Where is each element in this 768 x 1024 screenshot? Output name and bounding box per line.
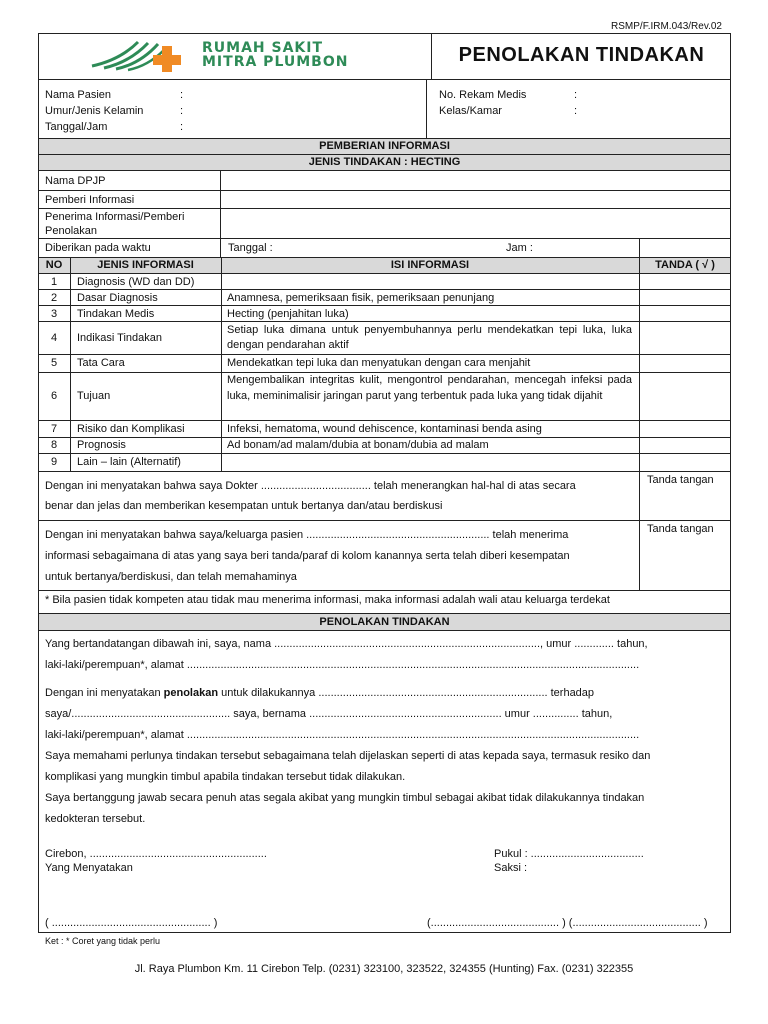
divider	[38, 590, 731, 591]
divider	[38, 273, 731, 274]
pemberi-informasi-label: Pemberi Informasi	[45, 194, 135, 206]
row-jenis: Indikasi Tindakan	[77, 332, 162, 344]
divider	[426, 79, 427, 138]
row-jenis: Prognosis	[77, 439, 126, 451]
divider	[70, 257, 71, 471]
penolakan-keyword: penolakan	[163, 687, 219, 699]
penolakan-p4-line1: Saya bertanggung jawab secara penuh atas segala akibat yang mungkin timbul sebagai akibat tidak dilakukannya tindakan	[45, 792, 645, 804]
umur-label: Umur/Jenis Kelamin	[45, 105, 144, 117]
penolakan-p3-line1: Saya memahami perlunya tindakan tersebut sebagaimana telah dijelaskan seperti di atas kepada saya, termasuk resiko dan	[45, 750, 651, 762]
row-isi: Ad bonam/ad malam/dubia at bonam/dubia ad malam	[227, 439, 489, 451]
note-kompeten: * Bila pasien tidak kompeten atau tidak mau menerima informasi, maka informasi adalah wali atau keluarga terdekat	[45, 594, 610, 606]
rekam-medis-label: No. Rekam Medis	[439, 89, 527, 101]
row-jenis: Tindakan Medis	[77, 308, 155, 320]
penolakan-p2-line3: laki-laki/perempuan*, alamat ....................................................................................................................................................	[45, 729, 640, 741]
pasien-statement-line3: untuk bertanya/berdiskusi, dan telah memahaminya	[45, 571, 297, 583]
yang-menyatakan-label: Yang Menyatakan	[45, 862, 133, 874]
row-no: 7	[50, 423, 58, 435]
section-penolakan-tindakan: PENOLAKAN TINDAKAN	[319, 616, 450, 628]
hospital-logo-icon	[90, 38, 200, 72]
tanggal-jam-label: Tanggal/Jam	[45, 121, 108, 133]
tanggal-field: Tanggal :	[228, 242, 273, 254]
divider	[38, 190, 731, 191]
penolakan-p2-line1	[45, 686, 594, 700]
diberikan-label: Diberikan pada waktu	[45, 242, 151, 254]
pasien-statement-line1: Dengan ini menyatakan bahwa saya/keluarga pasien ............................................................ telah menerima	[45, 529, 569, 541]
divider	[38, 321, 731, 322]
row-no: 4	[50, 332, 58, 344]
hospital-name-line2: MITRA PLUMBON	[202, 54, 349, 70]
row-jenis: Lain – lain (Alternatif)	[77, 456, 181, 468]
row-jenis: Tujuan	[77, 390, 111, 402]
divider	[639, 257, 640, 590]
colon: :	[180, 89, 184, 101]
tanda-tangan-pasien-label: Tanda tangan	[647, 523, 714, 535]
divider	[639, 238, 640, 257]
jam-field: Jam :	[506, 242, 533, 254]
row-no: 2	[50, 292, 58, 304]
dokter-statement-line2: benar dan jelas dan memberikan kesempatan untuk bertanya dan/atau berdiskusi	[45, 500, 443, 512]
divider	[38, 613, 731, 614]
divider	[38, 305, 731, 306]
row-isi: Hecting (penjahitan luka)	[227, 308, 349, 320]
document-reference: RSMP/F.IRM.043/Rev.02	[611, 21, 722, 32]
form-title: PENOLAKAN TINDAKAN	[458, 44, 705, 66]
penolakan-p3-line2: komplikasi yang mungkin timbul apabila tindakan tersebut tidak dilakukan.	[45, 771, 406, 783]
row-isi: Anamnesa, pemeriksaan fisik, pemeriksaan penunjang	[227, 292, 495, 304]
row-jenis: Diagnosis (WD dan DD)	[77, 276, 195, 288]
divider	[221, 257, 222, 471]
row-jenis: Dasar Diagnosis	[77, 292, 158, 304]
row-no: 9	[50, 456, 58, 468]
row-jenis: Tata Cara	[77, 357, 125, 369]
col-header-no: NO	[45, 259, 63, 271]
penerima-informasi-label: Penerima Informasi/Pemberi Penolakan	[45, 211, 185, 237]
divider	[38, 208, 731, 209]
footer-address: Jl. Raya Plumbon Km. 11 Cirebon Telp. (0231) 323100, 323522, 324355 (Hunting) Fax. (0231) 322355	[134, 963, 634, 975]
dokter-statement-line1: Dengan ini menyatakan bahwa saya Dokter .................................... telah menerangkan hal-hal di atas secara	[45, 480, 576, 492]
section-jenis-tindakan: JENIS TINDAKAN : HECTING	[308, 156, 461, 168]
section-pemberian-informasi: PEMBERIAN INFORMASI	[319, 140, 450, 152]
col-header-jenis: JENIS INFORMASI	[97, 259, 194, 271]
pukul-field: Pukul : .....................................	[494, 848, 644, 860]
pasien-statement-line2: informasi sebagaimana di atas yang saya beri tanda/paraf di kolom kanannya serta telah diberi kesempatan	[45, 550, 570, 562]
divider	[38, 453, 731, 454]
signature-line-saksi: (.......................................... ) (.......................................... )	[427, 917, 708, 929]
divider	[38, 354, 731, 355]
nama-pasien-label: Nama Pasien	[45, 89, 112, 101]
penolakan-p4-line2: kedokteran tersebut.	[45, 813, 146, 825]
penolakan-p2-pre: Dengan ini menyatakan	[45, 687, 161, 699]
cirebon-date: Cirebon, ..........................................................	[45, 848, 267, 860]
divider	[38, 238, 731, 239]
tanda-tangan-dokter-label: Tanda tangan	[647, 474, 714, 486]
row-isi: Mendekatkan tepi luka dan menyatukan dengan cara menjahit	[227, 357, 531, 369]
divider	[38, 170, 731, 171]
row-isi: Infeksi, hematoma, wound dehiscence, kontaminasi benda asing	[227, 423, 542, 435]
row-no: 3	[50, 308, 58, 320]
row-isi: Mengembalikan integritas kulit, mengontrol pendarahan, mencegah infeksi pada luka, meminimalisir jaringan parut yang terbentuk pada luka yang tidak dijahit	[227, 374, 632, 402]
divider	[38, 79, 731, 80]
ket-note: Ket : * Coret yang tidak perlu	[45, 936, 161, 946]
hospital-name	[202, 41, 348, 69]
kelas-kamar-label: Kelas/Kamar	[439, 105, 502, 117]
row-no: 6	[50, 390, 58, 402]
row-no: 5	[50, 357, 58, 369]
divider	[38, 420, 731, 421]
row-no: 1	[50, 276, 58, 288]
nama-dpjp-label: Nama DPJP	[45, 175, 106, 187]
hospital-name-line1: RUMAH SAKIT	[202, 40, 324, 56]
colon: :	[180, 121, 184, 133]
penolakan-p1-line1: Yang bertandatangan dibawah ini, saya, nama ......................................................................................., umur ............. tahun,	[45, 638, 648, 650]
colon: :	[180, 105, 184, 117]
col-header-isi: ISI INFORMASI	[390, 259, 470, 271]
row-isi: Setiap luka dimana untuk penyembuhannya perlu mendekatkan tepi luka, luka dengan pendarahan aktif	[227, 324, 632, 351]
divider	[431, 33, 432, 79]
divider	[220, 170, 221, 257]
divider	[38, 471, 731, 472]
saksi-label: Saksi :	[494, 862, 528, 874]
penolakan-p2-post: untuk dilakukannya ........................................................................... terhadap	[221, 687, 595, 699]
penolakan-p1-line2: laki-laki/perempuan*, alamat ....................................................................................................................................................	[45, 659, 640, 671]
row-no: 8	[50, 439, 58, 451]
colon: :	[574, 105, 578, 117]
penolakan-p2-line2: saya/.................................................... saya, bernama ............................................................... umur ............... tahun,	[45, 708, 613, 720]
divider	[38, 630, 731, 631]
signature-line-left: ( .................................................... )	[45, 917, 218, 929]
col-header-tanda: TANDA ( √ )	[655, 259, 715, 271]
divider	[38, 520, 731, 521]
row-jenis: Risiko dan Komplikasi	[77, 423, 185, 435]
divider	[38, 289, 731, 290]
colon: :	[574, 89, 578, 101]
